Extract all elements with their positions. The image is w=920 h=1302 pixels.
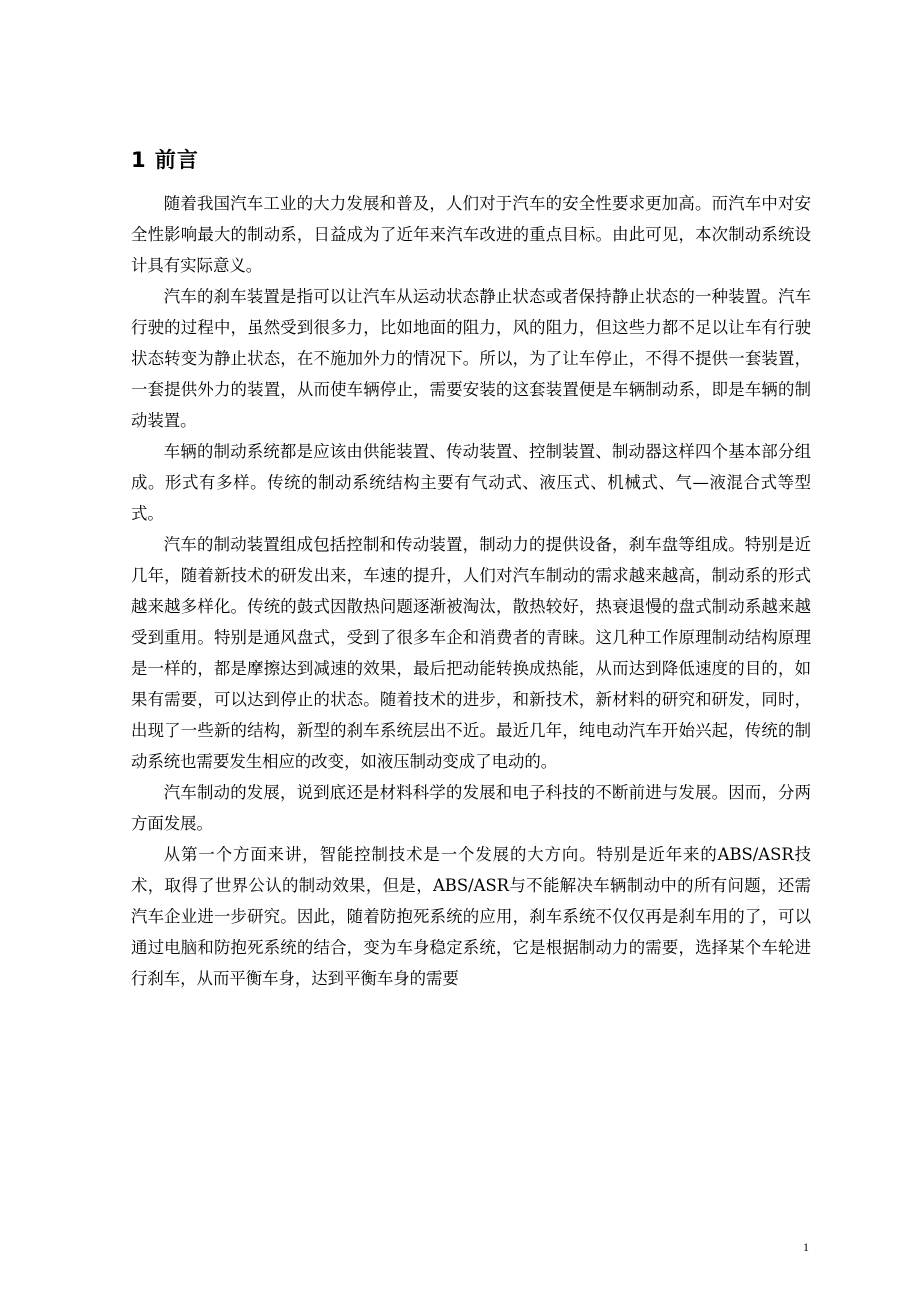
paragraph-4: 汽车的制动装置组成包括控制和传动装置，制动力的提供设备，刹车盘等组成。特别是近几年，随着新技术的研发出来，车速的提升，人们对汽车制动的需求越来越高，制动系的形式越来越多样化。传统的鼓式因散热问题逐渐被淘汰，散热较好，热衰退慢的盘式制动系越来越受到重用。特别是通风盘式，受到了很多车企和消费者的青睐。这几种工作原理制动结构原理是一样的，都是摩擦达到减速的效果，最后把动能转换成热能，从而达到降低速度的目的，如果有需要，可以达到停止的状态。随着技术的进步，和新技术，新材料的研究和研发，同时，出现了一些新的结构，新型的刹车系统层出不近。最近几年，纯电动汽车开始兴起，传统的制动系统也需要发生相应的改变，如液压制动变成了电动的。 <box>131 535 811 771</box>
body-text <box>131 188 811 994</box>
paragraph-2: 汽车的刹车装置是指可以让汽车从运动状态静止状态或者保持静止状态的一种装置。汽车行驶的过程中，虽然受到很多力，比如地面的阻力，风的阻力，但这些力都不足以让车有行驶状态转变为静止状态，在不施加外力的情况下。所以，为了让车停止，不得不提供一套装置，一套提供外力的装置，从而使车辆停止，需要安装的这套装置便是车辆制动系，即是车辆的制动装置。 <box>131 287 811 430</box>
page-number: 1 <box>803 1240 809 1254</box>
paragraph-6: 从第一个方面来讲，智能控制技术是一个发展的大方向。特别是近年来的ABS/ASR技术，取得了世界公认的制动效果，但是，ABS/ASR与不能解决车辆制动中的所有问题，还需汽车企业进一步研究。因此，随着防抱死系统的应用，刹车系统不仅仅再是刹车用的了，可以通过电脑和防抱死系统的结合，变为车身稳定系统，它是根据制动力的需要，选择某个车轮进行刹车，从而平衡车身，达到平衡车身的需要 <box>131 845 811 988</box>
section-heading: 1 前言 <box>131 148 199 172</box>
paragraph-5: 汽车制动的发展，说到底还是材料科学的发展和电子科技的不断前进与发展。因而，分两方面发展。 <box>131 783 811 833</box>
paragraph-1: 随着我国汽车工业的大力发展和普及，人们对于汽车的安全性要求更加高。而汽车中对安全性影响最大的制动系，日益成为了近年来汽车改进的重点目标。由此可见，本次制动系统设计具有实际意义。 <box>131 194 811 275</box>
paragraph-3: 车辆的制动系统都是应该由供能装置、传动装置、控制装置、制动器这样四个基本部分组成。形式有多样。传统的制动系统结构主要有气动式、液压式、机械式、气—液混合式等型式。 <box>131 442 811 523</box>
